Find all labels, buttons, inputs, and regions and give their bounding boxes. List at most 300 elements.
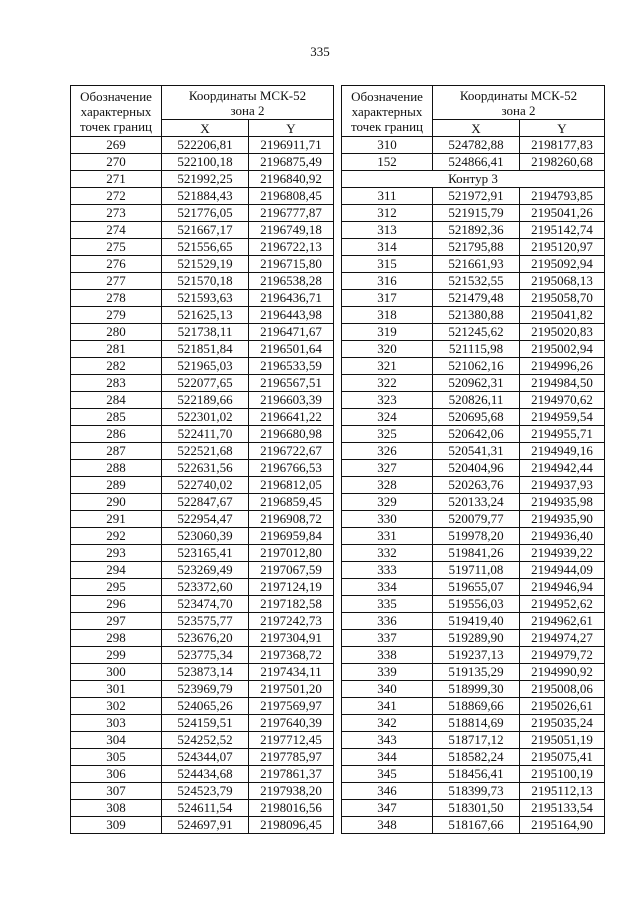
y-coordinate-cell: 2196680,98 xyxy=(249,426,334,443)
y-coordinate-cell: 2197861,37 xyxy=(249,766,334,783)
point-number-cell: 305 xyxy=(71,749,162,766)
table-row xyxy=(342,613,605,630)
y-coordinate-cell: 2194793,85 xyxy=(520,188,605,205)
table-row xyxy=(71,783,334,800)
y-coordinate-cell: 2195008,06 xyxy=(520,681,605,698)
x-coordinate-cell: 521661,93 xyxy=(433,256,520,273)
y-coordinate-cell: 2196641,22 xyxy=(249,409,334,426)
y-coordinate-cell: 2195020,83 xyxy=(520,324,605,341)
table-row xyxy=(342,596,605,613)
table-row xyxy=(342,562,605,579)
table-row xyxy=(71,749,334,766)
x-coordinate-cell: 523165,41 xyxy=(162,545,249,562)
point-number-cell: 318 xyxy=(342,307,433,324)
table-row xyxy=(342,817,605,834)
x-coordinate-cell: 518999,30 xyxy=(433,681,520,698)
coordinates-table-right xyxy=(341,85,605,834)
table-row xyxy=(71,358,334,375)
y-coordinate-cell: 2194984,50 xyxy=(520,375,605,392)
table-row xyxy=(342,494,605,511)
point-number-cell: 296 xyxy=(71,596,162,613)
x-coordinate-cell: 521972,91 xyxy=(433,188,520,205)
table-row xyxy=(342,273,605,290)
y-coordinate-cell: 2194946,94 xyxy=(520,579,605,596)
table-row xyxy=(71,324,334,341)
table-row xyxy=(342,188,605,205)
point-number-cell: 316 xyxy=(342,273,433,290)
point-number-cell: 273 xyxy=(71,205,162,222)
point-number-cell: 331 xyxy=(342,528,433,545)
point-number-cell: 337 xyxy=(342,630,433,647)
table-row xyxy=(71,698,334,715)
point-number-cell: 289 xyxy=(71,477,162,494)
point-number-cell: 272 xyxy=(71,188,162,205)
table-row xyxy=(71,409,334,426)
header-coord-line1: Координаты МСК-52 xyxy=(459,88,578,103)
y-coordinate-cell: 2195112,13 xyxy=(520,783,605,800)
y-coordinate-cell: 2197067,59 xyxy=(249,562,334,579)
point-number-cell: 332 xyxy=(342,545,433,562)
header-label-line1: Обозначение xyxy=(80,89,152,104)
table-row xyxy=(71,579,334,596)
table-row xyxy=(71,375,334,392)
table-row xyxy=(342,307,605,324)
table-row xyxy=(71,290,334,307)
y-coordinate-cell: 2196722,67 xyxy=(249,443,334,460)
y-coordinate-cell: 2197501,20 xyxy=(249,681,334,698)
point-number-cell: 274 xyxy=(71,222,162,239)
point-number-cell: 291 xyxy=(71,511,162,528)
coordinates-table-left xyxy=(70,85,334,834)
x-coordinate-cell: 521115,98 xyxy=(433,341,520,358)
header-label-line1: Обозначение xyxy=(351,89,423,104)
point-number-cell: 313 xyxy=(342,222,433,239)
y-coordinate-cell: 2196749,18 xyxy=(249,222,334,239)
point-number-cell: 348 xyxy=(342,817,433,834)
point-number-cell: 286 xyxy=(71,426,162,443)
header-label-line3: точек границ xyxy=(350,119,424,134)
point-number-cell: 314 xyxy=(342,239,433,256)
point-number-cell: 284 xyxy=(71,392,162,409)
point-number-cell: 300 xyxy=(71,664,162,681)
x-coordinate-cell: 519655,07 xyxy=(433,579,520,596)
point-number-cell: 343 xyxy=(342,732,433,749)
x-coordinate-cell: 521992,25 xyxy=(162,171,249,188)
y-coordinate-cell: 2196911,71 xyxy=(249,137,334,154)
y-coordinate-cell: 2197124,19 xyxy=(249,579,334,596)
y-coordinate-cell: 2195164,90 xyxy=(520,817,605,834)
header-coordinates xyxy=(162,86,334,120)
point-number-cell: 299 xyxy=(71,647,162,664)
header-point-label xyxy=(342,86,433,137)
x-coordinate-cell: 524159,51 xyxy=(162,715,249,732)
point-number-cell: 335 xyxy=(342,596,433,613)
y-coordinate-cell: 2196875,49 xyxy=(249,154,334,171)
x-coordinate-cell: 521884,43 xyxy=(162,188,249,205)
table-row xyxy=(71,681,334,698)
y-coordinate-cell: 2196603,39 xyxy=(249,392,334,409)
point-number-cell: 325 xyxy=(342,426,433,443)
x-coordinate-cell: 524697,91 xyxy=(162,817,249,834)
table-row xyxy=(342,647,605,664)
x-coordinate-cell: 520079,77 xyxy=(433,511,520,528)
x-coordinate-cell: 519556,03 xyxy=(433,596,520,613)
y-coordinate-cell: 2196533,59 xyxy=(249,358,334,375)
point-number-cell: 307 xyxy=(71,783,162,800)
point-number-cell: 333 xyxy=(342,562,433,579)
y-coordinate-cell: 2195041,82 xyxy=(520,307,605,324)
table-row xyxy=(71,562,334,579)
x-coordinate-cell: 519419,40 xyxy=(433,613,520,630)
y-coordinate-cell: 2195068,13 xyxy=(520,273,605,290)
point-number-cell: 344 xyxy=(342,749,433,766)
y-coordinate-cell: 2194959,54 xyxy=(520,409,605,426)
table-row xyxy=(342,205,605,222)
y-coordinate-cell: 2195133,54 xyxy=(520,800,605,817)
table-row xyxy=(71,732,334,749)
point-number-cell: 341 xyxy=(342,698,433,715)
x-coordinate-cell: 520642,06 xyxy=(433,426,520,443)
y-coordinate-cell: 2194996,26 xyxy=(520,358,605,375)
y-coordinate-cell: 2196436,71 xyxy=(249,290,334,307)
table-row xyxy=(342,749,605,766)
table-row xyxy=(71,528,334,545)
point-number-cell: 269 xyxy=(71,137,162,154)
point-number-cell: 310 xyxy=(342,137,433,154)
y-coordinate-cell: 2195041,26 xyxy=(520,205,605,222)
point-number-cell: 338 xyxy=(342,647,433,664)
header-x: X xyxy=(162,120,249,137)
y-coordinate-cell: 2194955,71 xyxy=(520,426,605,443)
y-coordinate-cell: 2196777,87 xyxy=(249,205,334,222)
x-coordinate-cell: 520133,24 xyxy=(433,494,520,511)
x-coordinate-cell: 522206,81 xyxy=(162,137,249,154)
contour-row xyxy=(342,171,605,188)
point-number-cell: 330 xyxy=(342,511,433,528)
page-number: 335 xyxy=(310,44,330,59)
x-coordinate-cell: 519237,13 xyxy=(433,647,520,664)
point-number-cell: 336 xyxy=(342,613,433,630)
table-row xyxy=(71,307,334,324)
x-coordinate-cell: 518814,69 xyxy=(433,715,520,732)
y-coordinate-cell: 2197012,80 xyxy=(249,545,334,562)
point-number-cell: 270 xyxy=(71,154,162,171)
x-coordinate-cell: 523775,34 xyxy=(162,647,249,664)
x-coordinate-cell: 522077,65 xyxy=(162,375,249,392)
x-coordinate-cell: 518717,12 xyxy=(433,732,520,749)
x-coordinate-cell: 518582,24 xyxy=(433,749,520,766)
table-row xyxy=(342,256,605,273)
y-coordinate-cell: 2195092,94 xyxy=(520,256,605,273)
point-number-cell: 276 xyxy=(71,256,162,273)
x-coordinate-cell: 523060,39 xyxy=(162,528,249,545)
header-label-line2: характерных xyxy=(80,104,152,119)
y-coordinate-cell: 2194939,22 xyxy=(520,545,605,562)
x-coordinate-cell: 522301,02 xyxy=(162,409,249,426)
y-coordinate-cell: 2195051,19 xyxy=(520,732,605,749)
table-row xyxy=(71,477,334,494)
table-row xyxy=(342,630,605,647)
header-label-line2: характерных xyxy=(351,104,423,119)
point-number-cell: 342 xyxy=(342,715,433,732)
x-coordinate-cell: 521625,13 xyxy=(162,307,249,324)
point-number-cell: 321 xyxy=(342,358,433,375)
y-coordinate-cell: 2197640,39 xyxy=(249,715,334,732)
point-number-cell: 302 xyxy=(71,698,162,715)
y-coordinate-cell: 2195035,24 xyxy=(520,715,605,732)
point-number-cell: 152 xyxy=(342,154,433,171)
point-number-cell: 278 xyxy=(71,290,162,307)
point-number-cell: 288 xyxy=(71,460,162,477)
table-row xyxy=(342,375,605,392)
point-number-cell: 306 xyxy=(71,766,162,783)
point-number-cell: 347 xyxy=(342,800,433,817)
x-coordinate-cell: 524434,68 xyxy=(162,766,249,783)
point-number-cell: 297 xyxy=(71,613,162,630)
y-coordinate-cell: 2197182,58 xyxy=(249,596,334,613)
y-coordinate-cell: 2196840,92 xyxy=(249,171,334,188)
y-coordinate-cell: 2195075,41 xyxy=(520,749,605,766)
table-row xyxy=(342,715,605,732)
y-coordinate-cell: 2198016,56 xyxy=(249,800,334,817)
point-number-cell: 301 xyxy=(71,681,162,698)
y-coordinate-cell: 2198096,45 xyxy=(249,817,334,834)
x-coordinate-cell: 521245,62 xyxy=(433,324,520,341)
y-coordinate-cell: 2197242,73 xyxy=(249,613,334,630)
table-row xyxy=(71,154,334,171)
header-y: Y xyxy=(520,120,605,137)
x-coordinate-cell: 523474,70 xyxy=(162,596,249,613)
table-row xyxy=(71,664,334,681)
point-number-cell: 275 xyxy=(71,239,162,256)
x-coordinate-cell: 520826,11 xyxy=(433,392,520,409)
point-number-cell: 282 xyxy=(71,358,162,375)
table-row xyxy=(342,460,605,477)
table-row xyxy=(342,392,605,409)
x-coordinate-cell: 521479,48 xyxy=(433,290,520,307)
x-coordinate-cell: 521532,55 xyxy=(433,273,520,290)
y-coordinate-cell: 2194952,62 xyxy=(520,596,605,613)
table-row xyxy=(71,256,334,273)
table-row xyxy=(342,579,605,596)
table-row xyxy=(71,137,334,154)
table-body-right-top xyxy=(342,137,605,171)
contour-section xyxy=(342,171,605,188)
y-coordinate-cell: 2194970,62 xyxy=(520,392,605,409)
y-coordinate-cell: 2198177,83 xyxy=(520,137,605,154)
point-number-cell: 309 xyxy=(71,817,162,834)
y-coordinate-cell: 2194942,44 xyxy=(520,460,605,477)
x-coordinate-cell: 521667,17 xyxy=(162,222,249,239)
point-number-cell: 315 xyxy=(342,256,433,273)
y-coordinate-cell: 2196812,05 xyxy=(249,477,334,494)
point-number-cell: 322 xyxy=(342,375,433,392)
x-coordinate-cell: 519289,90 xyxy=(433,630,520,647)
x-coordinate-cell: 522740,02 xyxy=(162,477,249,494)
table-row xyxy=(71,171,334,188)
y-coordinate-cell: 2196766,53 xyxy=(249,460,334,477)
x-coordinate-cell: 522954,47 xyxy=(162,511,249,528)
table-row xyxy=(342,800,605,817)
table-row xyxy=(71,630,334,647)
table-row xyxy=(342,409,605,426)
y-coordinate-cell: 2196959,84 xyxy=(249,528,334,545)
x-coordinate-cell: 520962,31 xyxy=(433,375,520,392)
x-coordinate-cell: 519978,20 xyxy=(433,528,520,545)
x-coordinate-cell: 521529,19 xyxy=(162,256,249,273)
x-coordinate-cell: 520695,68 xyxy=(433,409,520,426)
point-number-cell: 293 xyxy=(71,545,162,562)
x-coordinate-cell: 522847,67 xyxy=(162,494,249,511)
x-coordinate-cell: 518869,66 xyxy=(433,698,520,715)
table-row xyxy=(342,766,605,783)
table-row xyxy=(71,460,334,477)
y-coordinate-cell: 2196443,98 xyxy=(249,307,334,324)
table-row xyxy=(342,511,605,528)
point-number-cell: 323 xyxy=(342,392,433,409)
table-row xyxy=(342,664,605,681)
table-row xyxy=(71,341,334,358)
table-row xyxy=(71,426,334,443)
point-number-cell: 334 xyxy=(342,579,433,596)
header-point-label xyxy=(71,86,162,137)
x-coordinate-cell: 520263,76 xyxy=(433,477,520,494)
y-coordinate-cell: 2194974,27 xyxy=(520,630,605,647)
x-coordinate-cell: 521851,84 xyxy=(162,341,249,358)
table-row xyxy=(71,222,334,239)
y-coordinate-cell: 2195026,61 xyxy=(520,698,605,715)
y-coordinate-cell: 2197785,97 xyxy=(249,749,334,766)
point-number-cell: 311 xyxy=(342,188,433,205)
x-coordinate-cell: 518399,73 xyxy=(433,783,520,800)
x-coordinate-cell: 521556,65 xyxy=(162,239,249,256)
x-coordinate-cell: 521593,63 xyxy=(162,290,249,307)
x-coordinate-cell: 523372,60 xyxy=(162,579,249,596)
x-coordinate-cell: 521965,03 xyxy=(162,358,249,375)
point-number-cell: 304 xyxy=(71,732,162,749)
point-number-cell: 285 xyxy=(71,409,162,426)
point-number-cell: 298 xyxy=(71,630,162,647)
point-number-cell: 328 xyxy=(342,477,433,494)
table-row xyxy=(342,783,605,800)
table-row xyxy=(342,698,605,715)
y-coordinate-cell: 2196722,13 xyxy=(249,239,334,256)
y-coordinate-cell: 2196501,64 xyxy=(249,341,334,358)
y-coordinate-cell: 2194936,40 xyxy=(520,528,605,545)
y-coordinate-cell: 2197304,91 xyxy=(249,630,334,647)
y-coordinate-cell: 2195002,94 xyxy=(520,341,605,358)
y-coordinate-cell: 2197712,45 xyxy=(249,732,334,749)
x-coordinate-cell: 519841,26 xyxy=(433,545,520,562)
x-coordinate-cell: 522100,18 xyxy=(162,154,249,171)
x-coordinate-cell: 524782,88 xyxy=(433,137,520,154)
y-coordinate-cell: 2194935,90 xyxy=(520,511,605,528)
y-coordinate-cell: 2196471,67 xyxy=(249,324,334,341)
point-number-cell: 329 xyxy=(342,494,433,511)
point-number-cell: 303 xyxy=(71,715,162,732)
header-x: X xyxy=(433,120,520,137)
point-number-cell: 308 xyxy=(71,800,162,817)
point-number-cell: 320 xyxy=(342,341,433,358)
y-coordinate-cell: 2194990,92 xyxy=(520,664,605,681)
x-coordinate-cell: 524523,79 xyxy=(162,783,249,800)
table-row xyxy=(342,426,605,443)
y-coordinate-cell: 2194935,98 xyxy=(520,494,605,511)
table-row xyxy=(71,273,334,290)
point-number-cell: 346 xyxy=(342,783,433,800)
x-coordinate-cell: 518301,50 xyxy=(433,800,520,817)
x-coordinate-cell: 519711,08 xyxy=(433,562,520,579)
point-number-cell: 345 xyxy=(342,766,433,783)
header-y: Y xyxy=(249,120,334,137)
point-number-cell: 340 xyxy=(342,681,433,698)
point-number-cell: 271 xyxy=(71,171,162,188)
y-coordinate-cell: 2196715,80 xyxy=(249,256,334,273)
point-number-cell: 326 xyxy=(342,443,433,460)
table-row xyxy=(342,341,605,358)
y-coordinate-cell: 2195100,19 xyxy=(520,766,605,783)
point-number-cell: 294 xyxy=(71,562,162,579)
x-coordinate-cell: 522521,68 xyxy=(162,443,249,460)
x-coordinate-cell: 518456,41 xyxy=(433,766,520,783)
y-coordinate-cell: 2196908,72 xyxy=(249,511,334,528)
y-coordinate-cell: 2198260,68 xyxy=(520,154,605,171)
point-number-cell: 280 xyxy=(71,324,162,341)
x-coordinate-cell: 523269,49 xyxy=(162,562,249,579)
x-coordinate-cell: 518167,66 xyxy=(433,817,520,834)
y-coordinate-cell: 2194962,61 xyxy=(520,613,605,630)
y-coordinate-cell: 2194944,09 xyxy=(520,562,605,579)
table-row xyxy=(342,290,605,307)
x-coordinate-cell: 521062,16 xyxy=(433,358,520,375)
x-coordinate-cell: 520541,31 xyxy=(433,443,520,460)
table-row xyxy=(342,358,605,375)
y-coordinate-cell: 2197368,72 xyxy=(249,647,334,664)
table-row xyxy=(342,477,605,494)
table-row xyxy=(71,715,334,732)
y-coordinate-cell: 2197938,20 xyxy=(249,783,334,800)
x-coordinate-cell: 519135,29 xyxy=(433,664,520,681)
y-coordinate-cell: 2197569,97 xyxy=(249,698,334,715)
x-coordinate-cell: 524065,26 xyxy=(162,698,249,715)
table-row xyxy=(71,205,334,222)
x-coordinate-cell: 523676,20 xyxy=(162,630,249,647)
x-coordinate-cell: 521738,11 xyxy=(162,324,249,341)
point-number-cell: 287 xyxy=(71,443,162,460)
point-number-cell: 295 xyxy=(71,579,162,596)
point-number-cell: 292 xyxy=(71,528,162,545)
y-coordinate-cell: 2196567,51 xyxy=(249,375,334,392)
x-coordinate-cell: 521380,88 xyxy=(433,307,520,324)
table-row xyxy=(71,443,334,460)
x-coordinate-cell: 523873,14 xyxy=(162,664,249,681)
x-coordinate-cell: 524866,41 xyxy=(433,154,520,171)
contour-label: Контур 3 xyxy=(342,171,605,188)
x-coordinate-cell: 521915,79 xyxy=(433,205,520,222)
y-coordinate-cell: 2195058,70 xyxy=(520,290,605,307)
table-row xyxy=(71,239,334,256)
point-number-cell: 319 xyxy=(342,324,433,341)
table-row xyxy=(342,732,605,749)
table-row xyxy=(342,528,605,545)
x-coordinate-cell: 524252,52 xyxy=(162,732,249,749)
table-row xyxy=(342,681,605,698)
y-coordinate-cell: 2194949,16 xyxy=(520,443,605,460)
x-coordinate-cell: 521776,05 xyxy=(162,205,249,222)
table-row xyxy=(342,137,605,154)
header-label-line3: точек границ xyxy=(79,119,153,134)
y-coordinate-cell: 2194979,72 xyxy=(520,647,605,664)
